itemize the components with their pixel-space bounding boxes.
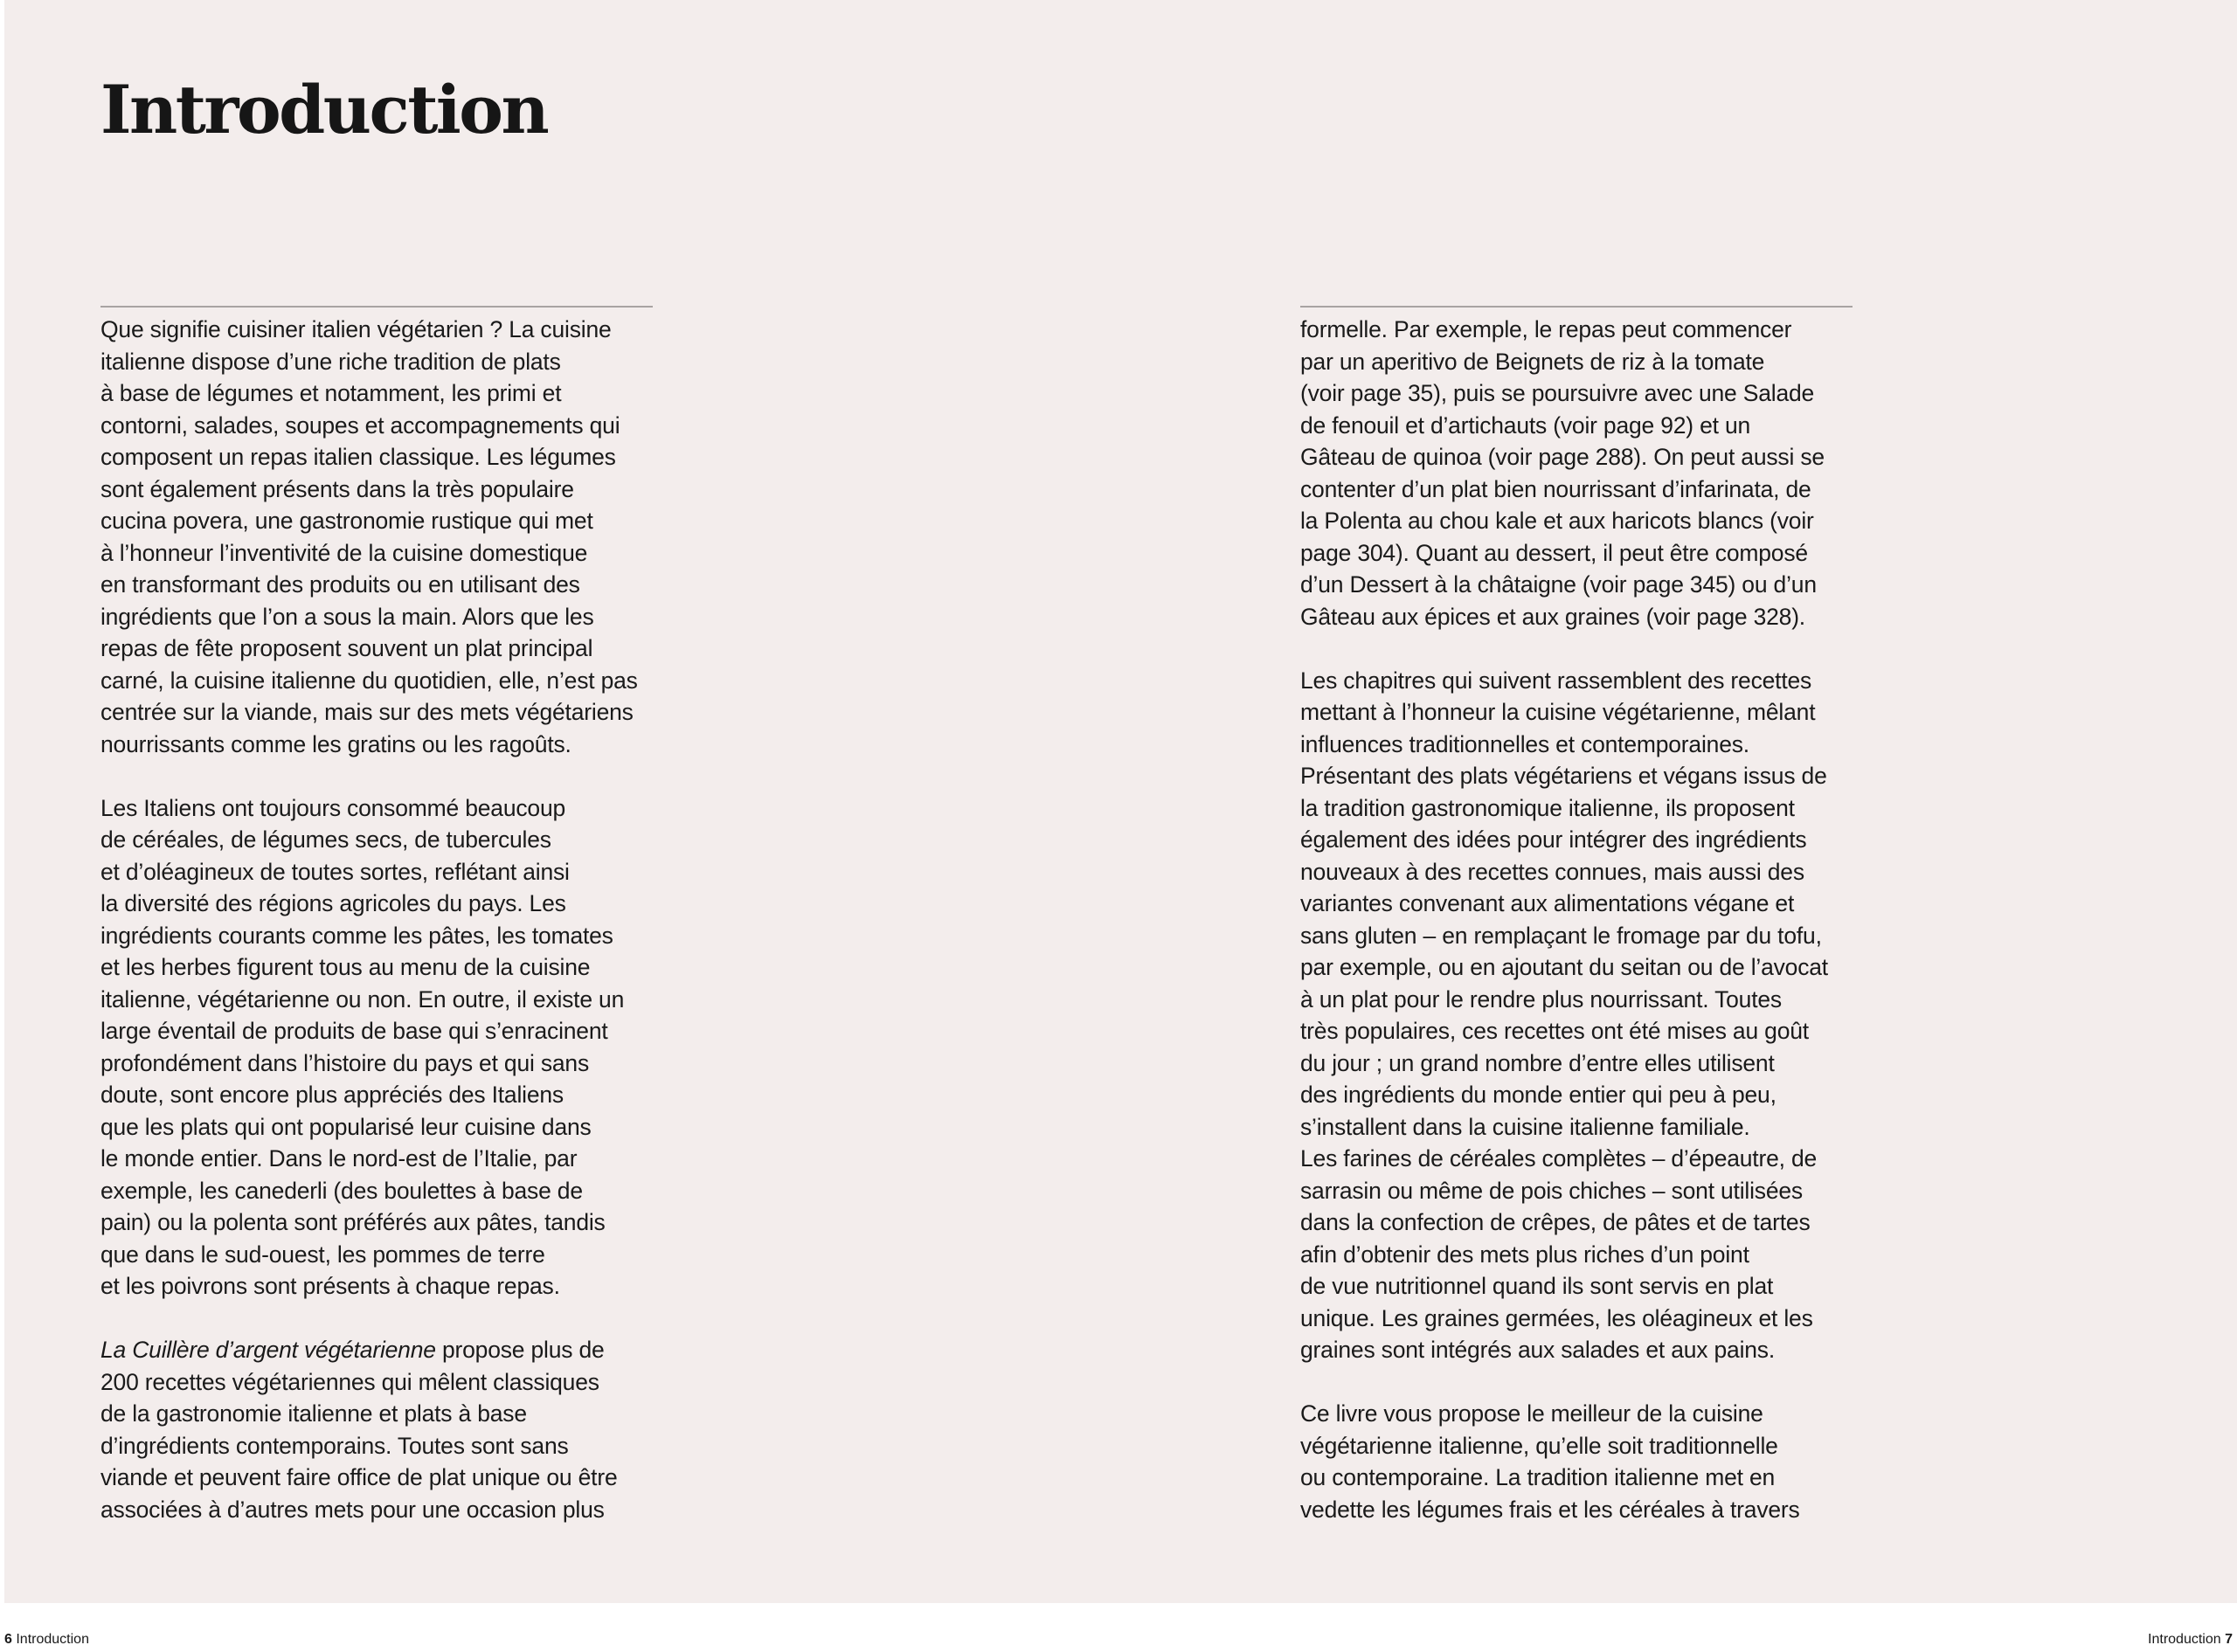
text-line: associées à d’autres mets pour une occasion plus [100,1496,605,1523]
text-line: Ce livre vous propose le meilleur de la cuisine [1300,1400,1763,1427]
text-line: afin d’obtenir des mets plus riches d’un point [1300,1241,1749,1268]
text-line: Présentant des plats végétariens et végans issus de [1300,763,1827,789]
text-line: ingrédients courants comme les pâtes, les tomates [100,922,613,949]
text-line: que dans le sud-ouest, les pommes de terre [100,1241,545,1268]
text-line: influences traditionnelles et contemporaines. [1300,730,1749,757]
text-line [100,1334,653,1366]
text-line: sans gluten – en remplaçant le fromage par du tofu, [1300,922,1822,949]
paragraph [100,314,653,760]
text-line: carné, la cuisine italienne du quotidien, elle, n’est pas [100,667,638,694]
text-line: ingrédients que l’on a sous la main. Alors que les [100,603,594,630]
page-title: Introduction [100,71,548,149]
text-line: également des idées pour intégrer des ingrédients [1300,826,1807,853]
text-line: centrée sur la viande, mais sur des mets végétariens [100,699,634,725]
text-line: Les Italiens ont toujours consommé beaucoup [100,794,566,821]
text-line: à l’honneur l’inventivité de la cuisine domestique [100,539,588,566]
running-head-left: Introduction [16,1632,89,1647]
text-line: par un aperitivo de Beignets de riz à la tomate [1300,348,1765,375]
text-fragment: propose plus de [435,1337,605,1363]
text-line: 200 recettes végétariennes qui mêlent classiques [100,1368,599,1395]
text-line: le monde entier. Dans le nord-est de l’Italie, par [100,1145,578,1172]
text-line: pain) ou la polenta sont préférés aux pâtes, tandis [100,1209,606,1235]
text-line: exemple, les canederli (des boulettes à base de [100,1177,583,1204]
paragraph-gap [100,760,653,792]
text-line: la diversité des régions agricoles du pays. Les [100,890,566,916]
text-line: et d’oléagineux de toutes sortes, reflétant ainsi [100,858,570,885]
right-column-text [1300,308,1853,1525]
folio-right [2148,1633,2233,1647]
text-line: italienne dispose d’une riche tradition de plats [100,348,561,375]
text-line: et les poivrons sont présents à chaque repas. [100,1273,560,1299]
text-line: s’installent dans la cuisine italienne familiale. [1300,1113,1750,1140]
folio-left [4,1633,89,1647]
text-line: à un plat pour le rendre plus nourrissant. Toutes [1300,985,1782,1013]
text-line: de céréales, de légumes secs, de tubercules [100,826,551,853]
book-title-italic: La Cuillère d’argent végétarienne [100,1337,436,1363]
left-column-text [100,308,653,1525]
text-line: contenter d’un plat bien nourrissant d’infarinata, de [1300,475,1811,502]
text-line: de la gastronomie italienne et plats à base [100,1400,527,1427]
page-spread [4,0,2237,1603]
page-number-right: 7 [2225,1632,2233,1647]
text-line: composent un repas italien classique. Les légumes [100,444,616,470]
text-line: Que signifie cuisiner italien végétarien ? La cuisine [100,316,612,342]
text-line: des ingrédients du monde entier qui peu à peu, [1300,1082,1776,1108]
text-line: végétarienne italienne, qu’elle soit traditionnelle [1300,1432,1778,1459]
running-head-right: Introduction [2148,1632,2221,1647]
paragraph-gap [1300,1366,1853,1399]
text-line: graines sont intégrés aux salades et aux pains. [1300,1337,1776,1363]
text-line: en transformant des produits ou en utilisant des [100,571,580,598]
text-line: italienne, végétarienne ou non. En outre, il existe un [100,985,625,1013]
text-line: cucina povera, une gastronomie rustique qui met [100,508,593,534]
text-line: (voir page 35), puis se poursuivre avec une Salade [1300,380,1815,406]
paragraph [1300,314,1853,632]
text-line: par exemple, ou en ajoutant du seitan ou de l’avocat [1300,954,1828,980]
text-line: dans la confection de crêpes, de pâtes et de tartes [1300,1209,1811,1235]
text-line: que les plats qui ont popularisé leur cuisine dans [100,1113,592,1140]
text-line: Gâteau de quinoa (voir page 288). On peut aussi se [1300,444,1825,470]
text-line: nouveaux à des recettes connues, mais aussi des [1300,858,1804,885]
paragraph [1300,665,1853,1366]
text-line: à base de légumes et notamment, les primi et [100,380,562,406]
text-line: Les chapitres qui suivent rassemblent des recettes [1300,667,1812,694]
text-line: la Polenta au chou kale et aux haricots blancs (voir [1300,508,1814,534]
paragraph [100,1334,653,1525]
text-line: doute, sont encore plus appréciés des Italiens [100,1082,564,1108]
text-line: sont également présents dans la très populaire [100,475,574,502]
text-line: large éventail de produits de base qui s’enracinent [100,1018,608,1044]
text-line: repas de fête proposent souvent un plat principal [100,635,593,661]
text-line: contorni, salades, soupes et accompagnements qui [100,411,620,439]
text-line: d’un Dessert à la châtaigne (voir page 345) ou d’un [1300,571,1817,598]
text-line: d’ingrédients contemporains. Toutes sont sans [100,1432,569,1459]
text-line: la tradition gastronomique italienne, ils proposent [1300,794,1795,821]
page-number-left: 6 [4,1632,12,1647]
left-column [100,306,653,1525]
text-line: vedette les légumes frais et les céréales à travers [1300,1496,1800,1523]
text-line: de vue nutritionnel quand ils sont servis en plat [1300,1273,1774,1299]
text-line: profondément dans l’histoire du pays et qui sans [100,1049,590,1076]
text-line: Les farines de céréales complètes – d’épeautre, de [1300,1145,1818,1172]
text-line: et les herbes figurent tous au menu de la cuisine [100,954,591,980]
text-line: très populaires, ces recettes ont été mises au goût [1300,1018,1809,1044]
text-line: viande et peuvent faire office de plat unique ou être [100,1464,618,1490]
text-line: nourrissants comme les gratins ou les ragoûts. [100,730,571,757]
text-line: du jour ; un grand nombre d’entre elles utilisent [1300,1049,1775,1076]
text-line: sarrasin ou même de pois chiches – sont utilisées [1300,1177,1803,1204]
paragraph [100,792,653,1303]
paragraph [1300,1398,1853,1525]
text-line: de fenouil et d’artichauts (voir page 92) et un [1300,411,1751,439]
paragraph-gap [100,1303,653,1335]
right-column [1300,306,1853,1525]
text-line: Gâteau aux épices et aux graines (voir page 328). [1300,603,1805,630]
text-line: page 304). Quant au dessert, il peut être composé [1300,539,1808,566]
text-line: ou contemporaine. La tradition italienne met en [1300,1464,1776,1490]
text-line: unique. Les graines germées, les oléagineux et les [1300,1304,1813,1331]
text-line: formelle. Par exemple, le repas peut commencer [1300,316,1792,342]
paragraph-gap [1300,632,1853,665]
text-line: variantes convenant aux alimentations végane et [1300,890,1795,916]
text-line: mettant à l’honneur la cuisine végétarienne, mêlant [1300,699,1816,725]
